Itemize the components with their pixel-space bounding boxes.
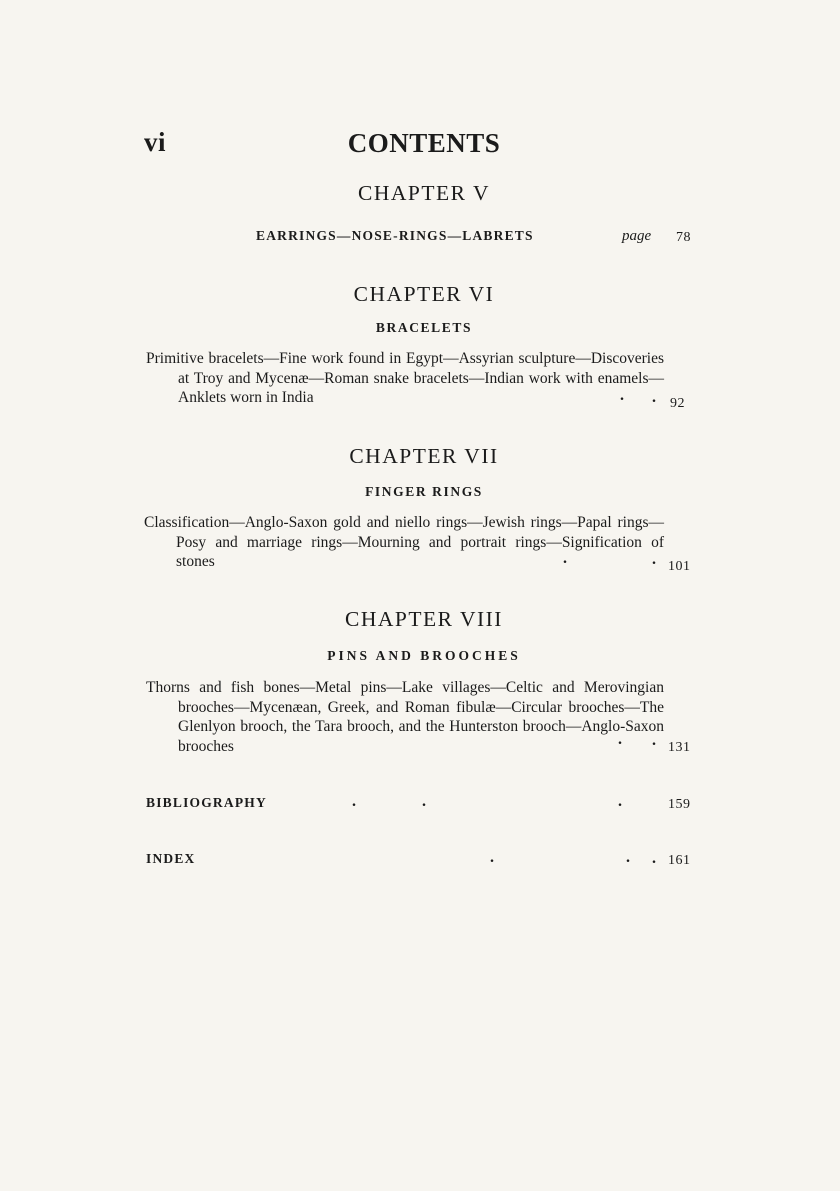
chapter-5-title: CHAPTER V: [358, 181, 490, 205]
leader-dot: .: [490, 849, 494, 866]
leader-dot: .: [618, 793, 622, 810]
bibliography-label: BIBLIOGRAPHY: [146, 795, 267, 810]
page-title: CONTENTS: [347, 128, 501, 158]
leader-dot: .: [618, 731, 622, 748]
leader-dot: .: [626, 849, 630, 866]
chapter-7-title: CHAPTER VII: [349, 444, 499, 468]
leader-dot: .: [422, 793, 426, 810]
chapter-5-page: 78: [676, 230, 691, 245]
chapter-6-page: 92: [670, 396, 685, 411]
chapter-6-description: [146, 349, 664, 408]
chapter-6-description-text: Primitive bracelets—Fine work found in Egypt—Assyrian sculpture—Discoveries at Troy and Mycenæ—Roman snake bracelets—Indian work with enamels—Anklets worn in India: [146, 350, 664, 406]
chapter-7-description-text: Classification—Anglo-Saxon gold and niello rings—Jewish rings—Papal rings—Posy and marriage rings—Mourning and portrait rings—Signification of stones: [144, 514, 664, 570]
bibliography-page: 159: [668, 797, 691, 812]
index-label: INDEX: [146, 851, 196, 866]
chapter-8-page: 131: [668, 740, 691, 755]
leader-dot: .: [652, 732, 656, 749]
chapter-6-subject: BRACELETS: [375, 320, 473, 335]
chapter-7-subject: FINGER RINGS: [365, 484, 483, 499]
chapter-8-description: [146, 678, 664, 756]
chapter-5-page-label: page: [622, 228, 652, 244]
leader-dot: .: [352, 793, 356, 810]
chapter-5-subject: EARRINGS—NOSE-RINGS—LABRETS: [256, 228, 534, 243]
leader-dot: .: [652, 850, 656, 867]
leader-dot: .: [620, 387, 624, 404]
chapter-8-description-text: Thorns and fish bones—Metal pins—Lake villages—Celtic and Merovingian brooches—Mycenæan, Greek, and Roman fibulæ—Circular brooches—The Glenlyon brooch, the Tara brooch, and the Hunterston brooch—Anglo-Saxon brooches: [146, 679, 664, 755]
leader-dot: .: [563, 550, 567, 567]
chapter-8-title: CHAPTER VIII: [345, 607, 503, 631]
leader-dot: .: [652, 551, 656, 568]
leader-dot: .: [652, 389, 656, 406]
chapter-7-description: [144, 513, 664, 572]
chapter-6-title: CHAPTER VI: [353, 282, 495, 306]
chapter-8-subject: PINS AND BROOCHES: [327, 648, 521, 663]
index-page: 161: [668, 853, 691, 868]
page-number: vi: [144, 127, 167, 157]
chapter-7-page: 101: [668, 559, 691, 574]
